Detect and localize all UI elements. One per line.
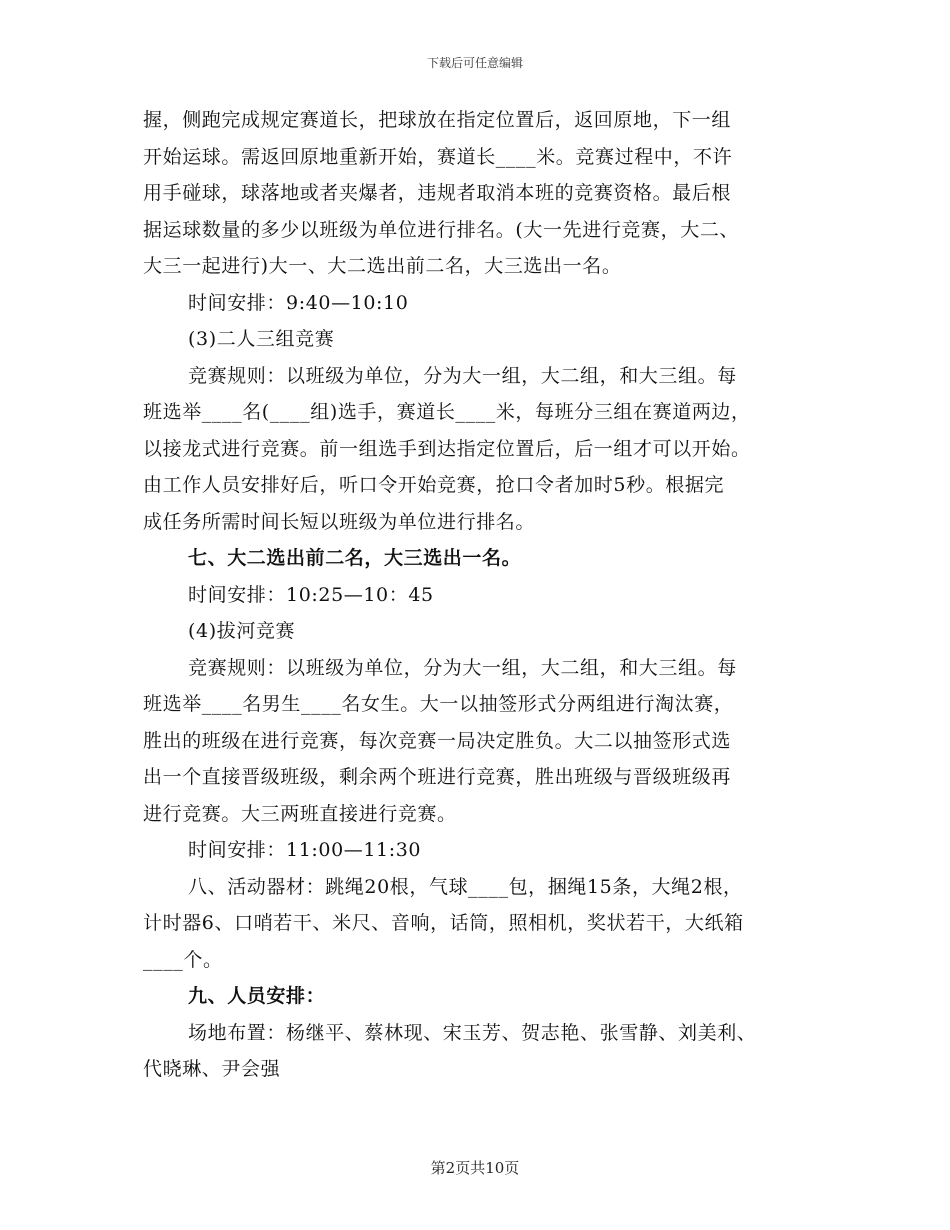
text-line: 握，侧跑完成规定赛道长，把球放在指定位置后，返回原地，下一组	[143, 109, 732, 131]
schedule-line: 时间安排：9:40—10:10	[188, 291, 409, 314]
text-line: 开始运球。需返回原地重新开始，赛道长____米。竞赛过程中，不许	[143, 145, 733, 168]
text-line: 胜出的班级在进行竞赛，每次竞赛一局决定胜负。大二以抽签形式选	[143, 729, 732, 752]
document-body	[143, 102, 815, 1088]
page-header: 下载后可任意编辑	[426, 56, 523, 70]
text-line: 由工作人员安排好后，听口令开始竞赛，抢口令者加时5秒。根据完	[143, 474, 725, 496]
text-line: 竞赛规则：以班级为单位，分为大一组，大二组，和大三组。每	[188, 656, 737, 679]
text-line: 竞赛规则：以班级为单位，分为大一组，大二组，和大三组。每	[188, 364, 737, 387]
text-line: ____个。	[143, 948, 223, 971]
section-heading: 七、大二选出前二名，大三选出一名。	[188, 547, 522, 569]
text-line: 成任务所需时间长短以班级为单位进行排名。	[143, 510, 536, 533]
text-line: 场地布置：杨继平、蔡林现、宋玉芳、贺志艳、张雪静、刘美利、	[188, 1021, 757, 1044]
text-line: 用手碰球，球落地或者夹爆者，违规者取消本班的竞赛资格。最后根	[143, 182, 732, 204]
text-line: 进行竞赛。大三两班直接进行竞赛。	[143, 802, 457, 825]
text-line: 代晓琳、尹会强	[143, 1058, 281, 1080]
section-heading: (4)拔河竞赛	[188, 620, 296, 642]
text-line: 出一个直接晋级班级，剩余两个班进行竞赛，胜出班级与晋级班级再	[143, 766, 732, 788]
schedule-line: 时间安排：10:25—10：45	[188, 583, 434, 606]
section-heading: 九、人员安排：	[188, 985, 326, 1007]
text-line: 大三一起进行)大一、大二选出前二名，大三选出一名。	[143, 255, 622, 277]
text-line: 班选举____名(____组)选手，赛道长____米，每班分三组在赛道两边，	[143, 401, 751, 423]
section-heading: 八、活动器材：跳绳20根，气球____包，捆绳15条，大绳2根，	[188, 875, 743, 898]
page-footer: 第2页共10页	[430, 1159, 520, 1177]
text-line: 计时器6、口哨若干、米尺、音响，话筒，照相机，奖状若干，大纸箱	[143, 912, 744, 934]
text-line: 据运球数量的多少以班级为单位进行排名。(大一先进行竞赛，大二、	[143, 218, 740, 241]
text-line: 以接龙式进行竞赛。前一组选手到达指定位置后，后一组才可以开始。	[143, 437, 751, 460]
text-line: 班选举____名男生____名女生。大一以抽签形式分两组进行淘汰赛，	[143, 693, 734, 715]
schedule-line: 时间安排：11:00—11:30	[188, 839, 422, 861]
section-heading: (3)二人三组竞赛	[188, 328, 335, 350]
